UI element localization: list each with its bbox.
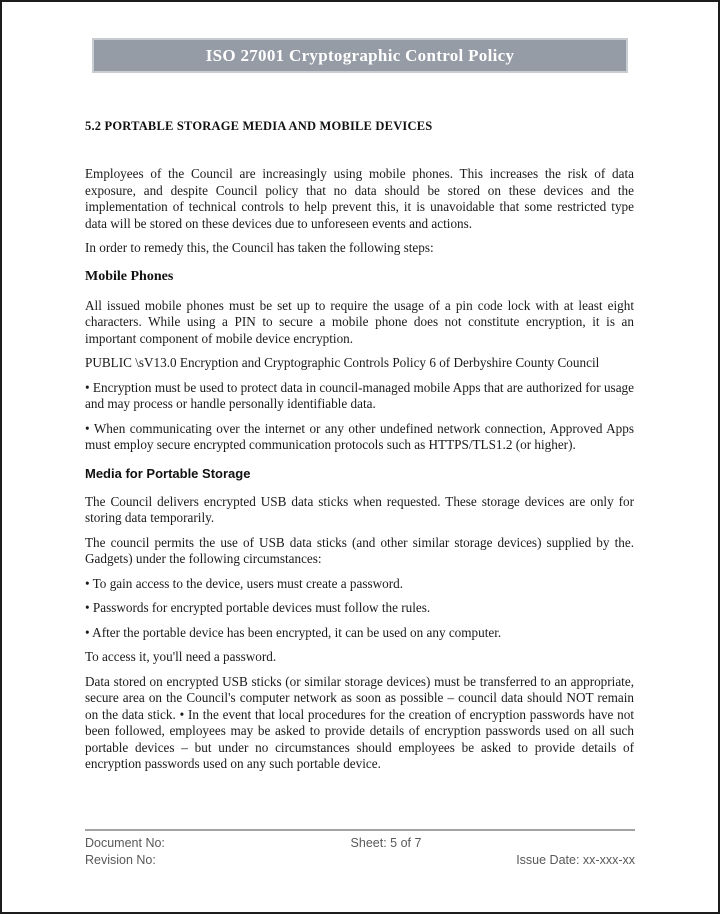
subheading-portable-media: Media for Portable Storage: [85, 465, 251, 481]
paragraph-permits: The council permits the use of USB data sticks (and other similar storage devices) supplied by the. Gadgets) under the following circumstances:: [85, 534, 634, 566]
bullet-item-encryption: • Encryption must be used to protect data in council-managed mobile Apps that are authorized for usage and may process or handle personally identifiable data.: [85, 379, 634, 411]
bullet-item-password: • To gain access to the device, users must create a password.: [85, 575, 404, 591]
revision-no-label: Revision No:: [85, 853, 156, 867]
bullet-item-rules: • Passwords for encrypted portable devices must follow the rules.: [85, 600, 431, 615]
document-no-label: Document No:: [85, 836, 165, 850]
section-heading: 5.2 PORTABLE STORAGE MEDIA AND MOBILE DEVICES: [85, 119, 433, 133]
bullet-item-any-computer: • After the portable device has been encrypted, it can be used on any computer.: [85, 624, 502, 640]
page-footer: [85, 829, 635, 869]
sheet-label: Sheet: 5 of 7: [350, 836, 422, 850]
page-title: ISO 27001 Cryptographic Control Policy: [205, 45, 515, 65]
footer-row-1: [85, 835, 635, 852]
paragraph-public-reference: PUBLIC \sV13.0 Encryption and Cryptographic Controls Policy 6 of Derbyshire County Council: [85, 355, 600, 370]
footer-row-2: [85, 852, 635, 869]
paragraph-remedy: In order to remedy this, the Council has taken the following steps:: [85, 240, 434, 255]
footer-spacer: [294, 852, 477, 869]
issue-date-label: Issue Date: xx-xxx-xx: [516, 853, 635, 867]
paragraph-data-transfer: Data stored on encrypted USB sticks (or similar storage devices) must be transferred to an appropriate, secure area on the Council's computer network as soon as possible – council data should NOT remain on the data stick. • In the event that local procedures for the creation of encryption passwords have not been followed, employees may be asked to provide details of encryption passwords used on all such portable devices – but under no circumstances should employees be asked to provide details of encryption passwords used on any such portable device.: [85, 673, 634, 771]
footer-spacer: [452, 835, 635, 852]
paragraph-intro: Employees of the Council are increasingly using mobile phones. This increases the risk of data exposure, and despite Council policy that no data should be stored on these devices and the implementation of technical controls to help prevent this, it is unavoidable that some restricted type data will be stored on these devices due to unforeseen events and actions.: [85, 166, 634, 231]
document-body: [85, 119, 634, 773]
paragraph-access: To access it, you'll need a password.: [85, 649, 277, 664]
subheading-mobile-phones: Mobile Phones: [85, 268, 174, 284]
bullet-item-protocols: • When communicating over the internet or any other undefined network connection, Approved Apps must employ secure encrypted communication protocols such as HTTPS/TLS1.2 (or higher).: [85, 420, 634, 452]
paragraph-usb-sticks: The Council delivers encrypted USB data sticks when requested. These storage devices are only for storing data temporarily.: [85, 493, 634, 525]
title-banner: [92, 38, 628, 73]
paragraph-pin-code: All issued mobile phones must be set up to require the usage of a pin code lock with at least eight characters. While using a PIN to secure a mobile phone does not constitute encryption, it is an important component of mobile device encryption.: [85, 297, 634, 346]
